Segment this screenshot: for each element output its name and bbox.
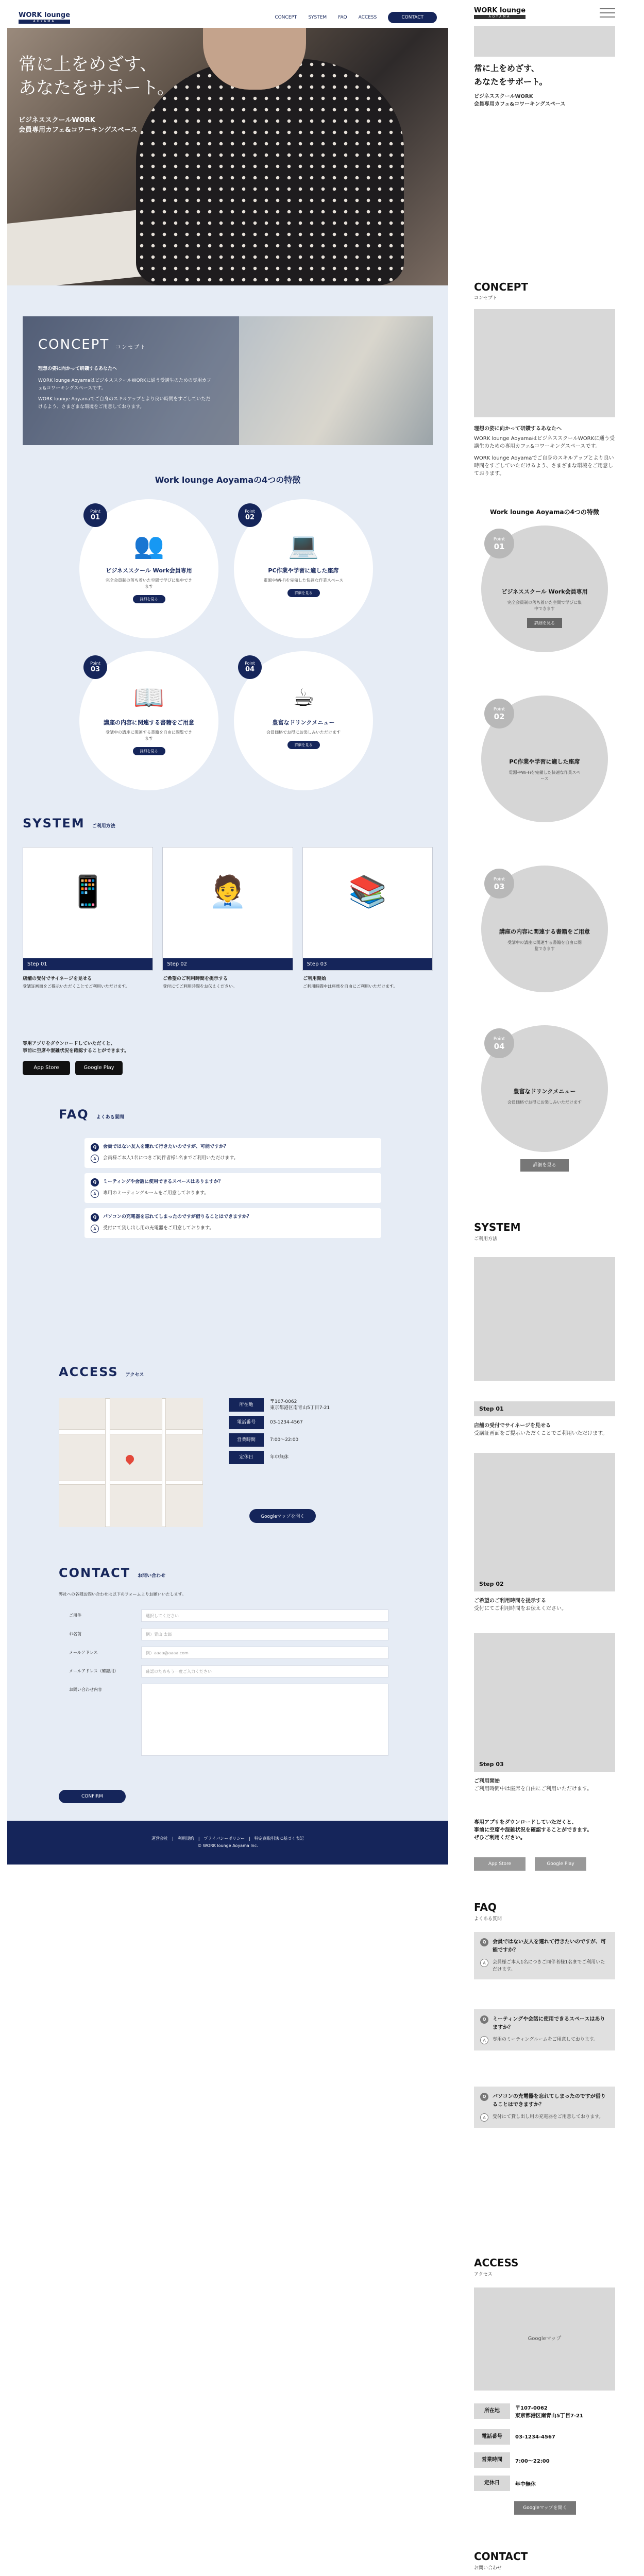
a-icon: A [91,1225,99,1233]
hero [7,28,448,285]
step-text-01: 店舗の受付でサイネージを見せる 受講証画面をご提示いただくことでご利用いただけます。 [23,976,130,989]
mobile-access-row: 電話番号 03-1234-4567 [474,2429,555,2445]
q-icon: Q [91,1143,99,1151]
mobile-step-label: Step 01 [474,1401,615,1416]
point-badge: Point 03 [83,655,107,679]
features-title: Work lounge Aoyamaの4つの特徴 [155,475,301,485]
mobile-google-play-button[interactable]: Google Play [535,1857,586,1871]
inquiry-select[interactable]: 選択してください [141,1609,388,1622]
faq-item[interactable]: Q 会員ではない友人を連れて行きたいのですが、可能ですか？ A 会員様ご本人1名につきご同伴者様1名までご利用いただけます。 [84,1138,381,1168]
confirm-button[interactable]: CONFIRM [59,1790,126,1803]
map-pin-icon [124,1453,136,1465]
mobile-step-text: ご利用開始 ご利用時間中は座席を自由にご利用いただけます。 [474,1778,592,1792]
feature-title: 豊富なドリンクメニュー [272,719,335,726]
logo-text: WORK lounge [19,11,71,19]
concept-title: CONCEPT コンセプト [38,337,147,352]
q-icon: Q [480,2015,488,2024]
q-icon: Q [480,1938,488,1946]
reception-icon: 🧑‍💼 [208,873,247,910]
q-icon: Q [91,1178,99,1187]
pc-work-icon: 💻 [288,531,319,560]
desktop-header [7,7,448,28]
mobile-access-row: 営業時間 7:00〜22:00 [474,2452,550,2468]
feature-desc: 会員価格でお得にお楽しみいただけます [266,730,341,735]
field-label: メールアドレス（確認用） [69,1669,118,1673]
mobile-concept-title: CONCEPT [474,281,529,293]
mobile-feature-03: Point 03 講座の内容に関連する書籍をご用意 受講中の講座に関連する書籍を自由に閲覧できます [481,866,608,992]
field-label: お問い合わせ内容 [69,1687,102,1692]
step-image-01 [474,1257,615,1381]
step-text-03: ご利用開始 ご利用時間中は座席を自由にご利用いただけます。 [303,976,398,989]
nav-faq[interactable]: FAQ [338,15,347,20]
contact-form [69,1609,388,1762]
faq-item[interactable]: Q パソコンの充電器を忘れてしまったのですが借りることはできますか？ A 受付にて貸し出し用の充電器をご用意しております。 [84,1208,381,1238]
mobile-faq-title: FAQ [474,1901,497,1913]
nav-access[interactable]: ACCESS [358,15,377,20]
q-icon: Q [91,1213,99,1222]
mobile-system-sub: ご利用方法 [474,1236,498,1242]
mobile-access-row: 定休日 年中無休 [474,2476,536,2491]
phone-user-icon: 📱 [69,873,108,910]
concept-panel [23,316,433,445]
field-label: メールアドレス [69,1650,98,1655]
mobile-app-note: 専用アプリをダウンロードしていただくと、 事前に空席や混雑状況を確認することができます。 ぜひご利用ください。 [474,1820,592,1841]
footer-link[interactable]: 利用規約 [177,1836,194,1841]
mobile-faq-item[interactable]: Q 会員ではない友人を連れて行きたいのですが、可能ですか？ A 会員様ご本人1名につきご同伴者様1名までご利用いただけます。 [474,1932,615,1979]
logo[interactable] [19,12,70,24]
step-image-02 [474,1453,615,1577]
mobile-faq-item[interactable]: Q パソコンの充電器を忘れてしまったのですが借りることはできますか？ A 受付にて貸し出し用の充電器をご用意しております。 [474,2087,615,2128]
mobile-header [463,0,626,26]
point-badge: Point 01 [83,503,107,527]
nav-concept[interactable]: CONCEPT [275,15,297,20]
hero-heading [19,53,175,100]
reading-icon: 📚 [348,873,387,910]
mobile-faq-item[interactable]: Q ミーティングや会話に使用できるスペースはありますか？ A 専用のミーティングルームをご用意しております。 [474,2009,615,2050]
copyright: © WORK lounge Aoyama Inc. [197,1843,258,1848]
step-label: Step 02 [163,958,292,970]
point-badge: Point 03 [484,869,514,899]
mobile-contact-sub: お問い合わせ [474,2566,502,2571]
concept-text: 理想の姿に向かって研鑽するあなたへ WORK lounge AoyamaはビジネススクールWORKに通う受講生のための専用カフェ&コワーキングスペースです。 WORK lounge Aoyamaでご自身のスキルアップとより良い時間をすごしていただけるよう、さまざまな環境をご用意しております。 [38,366,211,410]
map-road [59,1481,203,1485]
feature-title: 講座の内容に関連する書籍をご用意 [104,719,194,726]
footer-link[interactable]: プライバシーポリシー [204,1836,245,1841]
a-icon: A [91,1190,99,1198]
step-card-01 [23,847,153,971]
point-badge: Point 04 [484,1028,514,1058]
nav-system[interactable]: SYSTEM [308,15,327,20]
feature-card-04 [234,651,373,790]
hero-heading-line2: あなたをサポート。 [19,78,175,98]
system-steps [23,847,433,971]
mobile-feature-01: Point 01 ビジネススクール Work会員専用 完全会員制の落ち着いた空間で学びに集中できます 詳細を見る [481,526,608,652]
mobile-step-text: 店舗の受付でサイネージを見せる 受講証画面をご提示いただくことでご利用いただけます。 [474,1423,608,1436]
contact-title: CONTACT お問い合わせ [59,1566,166,1580]
feature-detail-button[interactable]: 詳細を見る [133,595,165,603]
map[interactable] [59,1398,203,1527]
hero-heading-line1: 常に上をめざす、 [19,54,158,75]
coffee-icon: ☕ [292,683,315,712]
mobile-feature-02: Point 02 PC作業や学習に適した座席 電源やWi-Fiを完備した快適な作業スペース [481,696,608,822]
hero-sub-line2: 会員専用カフェ&コワーキングスペース [19,126,138,134]
footer-link[interactable]: 特定商取引法に基づく表記 [254,1836,304,1841]
mobile-features-title: Work lounge Aoyamaの4つの特徴 [490,509,599,516]
feature-detail-button[interactable]: 詳細を見る [287,589,320,597]
footer-link[interactable]: 運営会社 [151,1836,168,1841]
mobile-contact-title: CONTACT [474,2550,528,2563]
step-text-02: ご希望のご利用時間を提示する 受付にてご利用時間をお伝えください。 [163,976,237,989]
step-label: Step 01 [23,958,152,970]
feature-desc: 完全会員制の落ち着いた空間で学びに集中できます [106,578,192,589]
a-icon: A [480,2036,488,2044]
mobile-hero-heading: 常に上をめざす、 あなたをサポート。 [474,63,548,87]
step-image-03 [474,1633,615,1757]
access-info [229,1398,383,1468]
access-row: 所在地 〒107-0062 東京都港区南青山5丁目7-21 [229,1398,383,1412]
mobile-concept-image [474,309,615,417]
mobile-system-title: SYSTEM [474,1221,521,1233]
hero-subtitle [19,115,138,135]
map-road [162,1398,166,1527]
access-row: 営業時間 7:00〜22:00 [229,1433,383,1447]
feature-desc: 受講中の講座に関連する書籍を自由に閲覧できます [106,730,192,741]
people-icon: 👥 [133,531,164,560]
map-road [105,1398,110,1527]
a-icon: A [480,2113,488,2122]
mobile-feature-04: Point 04 豊富なドリンクメニュー 会員価格でお得にお楽しみいただけます [481,1025,608,1152]
step-card-02 [162,847,293,971]
google-play-button[interactable]: Google Play [75,1061,123,1075]
app-note: 専用アプリをダウンロードしていただくと、 事前に空席や混雑状況を確認することができます。 [23,1041,129,1054]
faq-item[interactable]: Q ミーティングや会話に使用できるスペースはありますか？ A 専用のミーティングルームをご用意しております。 [84,1173,381,1203]
mobile-access-sub: アクセス [474,2272,493,2277]
name-field[interactable]: 例）青山 太郎 [141,1628,388,1640]
a-icon: A [480,1959,488,1967]
open-map-button[interactable]: Googleマップを開く [249,1509,316,1523]
faq-title: FAQ よくある質問 [59,1107,124,1122]
mobile-logo[interactable] [474,7,526,19]
mobile-detail-button[interactable]: 詳細を見る [520,1159,569,1172]
mobile-concept-text: 理想の姿に向かって研鑽するあなたへ WORK lounge AoyamaはビジネススクールWORKに通う受講生のための専用カフェ&コワーキングスペースです。 WORK lounge Aoyamaでご自身のスキルアップとより良い時間をすごしていただけるよう、さまざまな環境をご用意しております。 [474,426,615,477]
mobile-access-title: ACCESS [474,2257,519,2269]
feature-desc: 電源やWi-Fiを完備した快適な作業スペース [263,578,344,583]
desktop-footer: 運営会社 | 利用規約 | プライバシーポリシー | 特定商取引法に基づく表記 © WORK lounge Aoyama Inc. [7,1821,448,1865]
faq-list [84,1138,381,1243]
system-title: SYSTEM ご利用方法 [23,816,115,831]
a-icon: A [91,1155,99,1163]
field-label: お名前 [69,1632,81,1636]
mobile-map[interactable]: Googleマップ [474,2287,615,2391]
book-icon: 📖 [133,683,164,712]
field-label: ご用件 [69,1613,81,1618]
mobile-app-store-button[interactable]: App Store [474,1857,526,1871]
mobile-step-label: Step 02 [474,1577,615,1591]
mobile-faq-sub: よくある質問 [474,1917,502,1922]
feature-title: ビジネススクール Work会員専用 [106,567,192,574]
feature-card-03 [79,651,218,790]
point-badge: Point 01 [484,529,514,558]
q-icon: Q [480,2093,488,2101]
logo-area: AOYAMA [474,15,526,19]
hero-photo-person [136,59,404,285]
step-card-03 [302,847,433,971]
step-label: Step 03 [303,958,432,970]
logo-area: AOYAMA [19,20,70,24]
map-road [59,1429,203,1434]
mobile-open-map-button[interactable]: Googleマップを開く [514,2501,576,2515]
point-badge: Point 02 [238,503,262,527]
mobile-step-label: Step 03 [474,1757,615,1772]
mobile-access-row: 所在地 〒107-0062 東京都港区南青山5丁目7-21 [474,2403,583,2419]
nav-contact-button[interactable]: CONTACT [388,12,437,23]
mobile-concept-sub: コンセプト [474,296,498,301]
mobile-step-text: ご希望のご利用時間を提示する 受付にてご利用時間をお伝えください。 [474,1598,567,1612]
mobile-hero-image [474,26,615,57]
contact-intro: 弊社への各種お問い合わせは以下のフォームよりお願いいたします。 [59,1592,186,1597]
feature-card-02 [234,499,373,638]
message-textarea[interactable] [141,1684,388,1756]
feature-detail-button[interactable]: 詳細を見る [133,747,165,755]
hero-sub-line1: ビジネススクールWORK [19,116,95,124]
app-store-button[interactable]: App Store [23,1061,70,1075]
desktop-mockup [7,7,448,1865]
point-badge: Point 04 [238,655,262,679]
feature-card-01 [79,499,218,638]
email-confirm-field[interactable]: 確認のためもう一度ご入力ください [141,1665,388,1677]
mobile-mockup [463,0,626,2576]
access-row: 電話番号 03-1234-4567 [229,1416,383,1429]
detail-button[interactable]: 詳細を見る [527,618,562,628]
hamburger-menu-icon[interactable] [600,5,615,21]
point-badge: Point 02 [484,699,514,728]
feature-detail-button[interactable]: 詳細を見る [287,741,320,749]
feature-title: PC作業や学習に適した座席 [268,567,339,574]
logo-text: WORK lounge [474,6,526,14]
access-row: 定休日 年中無休 [229,1451,383,1464]
global-nav [275,12,437,23]
mobile-hero-sub: ビジネススクールWORK 会員専用カフェ&コワーキングスペース [474,94,566,107]
email-field[interactable]: 例）aaaa@aaaa.com [141,1647,388,1659]
access-title: ACCESS アクセス [59,1365,144,1379]
